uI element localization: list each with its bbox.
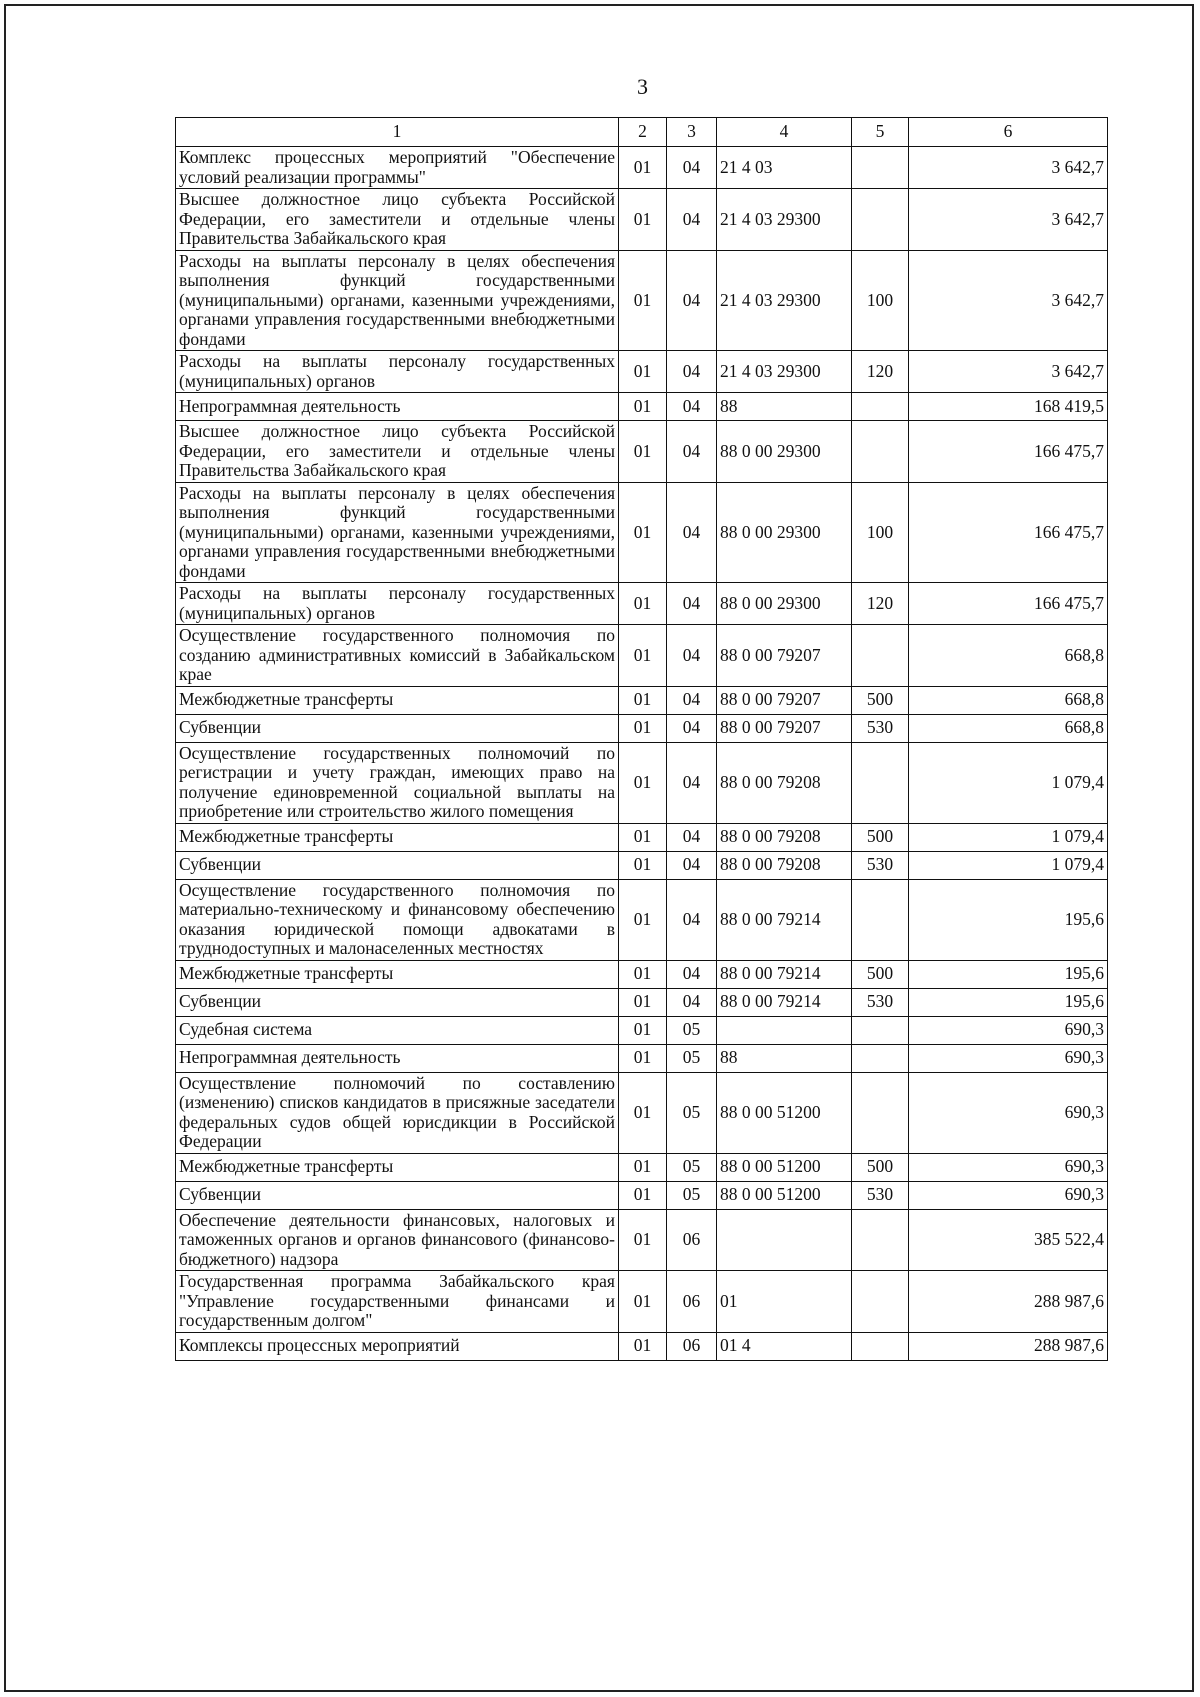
table-row — [176, 879, 1108, 960]
column-header: 3 — [667, 118, 717, 147]
row-amount: 166 475,7 — [909, 482, 1108, 583]
row-section: 01 — [619, 583, 667, 625]
row-amount: 668,8 — [909, 714, 1108, 742]
row-section: 01 — [619, 1271, 667, 1333]
row-amount: 288 987,6 — [909, 1271, 1108, 1333]
row-amount: 166 475,7 — [909, 583, 1108, 625]
row-subsection: 06 — [667, 1332, 717, 1360]
table-row — [176, 714, 1108, 742]
row-amount: 690,3 — [909, 1016, 1108, 1044]
row-description: Субвенции — [176, 851, 619, 879]
table-header-row — [176, 118, 1108, 147]
row-amount: 166 475,7 — [909, 421, 1108, 483]
row-amount: 3 642,7 — [909, 189, 1108, 251]
row-target-article: 88 0 00 79208 — [717, 823, 852, 851]
row-target-article: 88 0 00 51200 — [717, 1072, 852, 1153]
row-section: 01 — [619, 482, 667, 583]
column-header: 1 — [176, 118, 619, 147]
table-row — [176, 393, 1108, 421]
row-subsection: 05 — [667, 1044, 717, 1072]
row-expense-type: 530 — [852, 851, 909, 879]
row-subsection: 04 — [667, 742, 717, 823]
row-subsection: 06 — [667, 1271, 717, 1333]
row-section: 01 — [619, 1153, 667, 1181]
column-header: 6 — [909, 118, 1108, 147]
row-amount: 690,3 — [909, 1153, 1108, 1181]
row-description: Комплекс процессных мероприятий "Обеспечение условий реализации программы" — [176, 147, 619, 189]
row-target-article: 01 — [717, 1271, 852, 1333]
row-target-article: 88 0 00 51200 — [717, 1181, 852, 1209]
table-row — [176, 625, 1108, 687]
row-description: Непрограммная деятельность — [176, 393, 619, 421]
row-target-article: 88 0 00 79207 — [717, 714, 852, 742]
row-section: 01 — [619, 1332, 667, 1360]
row-expense-type — [852, 189, 909, 251]
row-description: Обеспечение деятельности финансовых, налоговых и таможенных органов и органов финансового (финансово-бюджетного) надзора — [176, 1209, 619, 1271]
row-subsection: 04 — [667, 583, 717, 625]
row-section: 01 — [619, 1016, 667, 1044]
row-expense-type — [852, 1072, 909, 1153]
table-row — [176, 147, 1108, 189]
row-description: Осуществление государственного полномочия по материально-техническому и финансовому обеспечению оказания юридической помощи адвокатами в труднодоступных и малонаселенных местностях — [176, 879, 619, 960]
row-target-article: 88 — [717, 393, 852, 421]
row-subsection: 04 — [667, 421, 717, 483]
row-section: 01 — [619, 1044, 667, 1072]
row-amount: 3 642,7 — [909, 351, 1108, 393]
row-section: 01 — [619, 147, 667, 189]
row-expense-type — [852, 625, 909, 687]
row-subsection: 04 — [667, 393, 717, 421]
row-subsection: 04 — [667, 851, 717, 879]
row-description: Комплексы процессных мероприятий — [176, 1332, 619, 1360]
row-subsection: 04 — [667, 823, 717, 851]
row-expense-type: 500 — [852, 686, 909, 714]
row-target-article: 88 0 00 79208 — [717, 851, 852, 879]
column-header: 2 — [619, 118, 667, 147]
row-subsection: 04 — [667, 686, 717, 714]
row-description: Высшее должностное лицо субъекта Российской Федерации, его заместители и отдельные члены Правительства Забайкальского края — [176, 421, 619, 483]
row-expense-type: 100 — [852, 250, 909, 351]
row-amount: 1 079,4 — [909, 742, 1108, 823]
row-expense-type — [852, 1044, 909, 1072]
page-number: 3 — [637, 74, 648, 99]
row-section: 01 — [619, 189, 667, 251]
row-target-article — [717, 1016, 852, 1044]
row-amount: 385 522,4 — [909, 1209, 1108, 1271]
row-expense-type: 500 — [852, 960, 909, 988]
row-expense-type — [852, 1016, 909, 1044]
row-description: Осуществление государственных полномочий по регистрации и учету граждан, имеющих право на получение единовременной социальной выплаты на приобретение или строительство жилого помещения — [176, 742, 619, 823]
row-target-article: 88 0 00 79214 — [717, 960, 852, 988]
table-row — [176, 1153, 1108, 1181]
row-subsection: 04 — [667, 988, 717, 1016]
row-target-article: 21 4 03 29300 — [717, 351, 852, 393]
row-amount: 690,3 — [909, 1181, 1108, 1209]
row-description: Межбюджетные трансферты — [176, 686, 619, 714]
row-subsection: 04 — [667, 351, 717, 393]
table-row — [176, 1072, 1108, 1153]
row-target-article: 21 4 03 29300 — [717, 189, 852, 251]
table-row — [176, 1332, 1108, 1360]
row-section: 01 — [619, 742, 667, 823]
row-expense-type — [852, 1209, 909, 1271]
row-target-article: 88 0 00 51200 — [717, 1153, 852, 1181]
row-description: Расходы на выплаты персоналу в целях обеспечения выполнения функций государственными (муниципальными) органами, казенными учреждениями, органами управления государственными внебюджетными фондами — [176, 250, 619, 351]
row-section: 01 — [619, 879, 667, 960]
row-section: 01 — [619, 393, 667, 421]
row-subsection: 04 — [667, 250, 717, 351]
table-row — [176, 421, 1108, 483]
row-amount: 168 419,5 — [909, 393, 1108, 421]
row-section: 01 — [619, 625, 667, 687]
table-row — [176, 851, 1108, 879]
row-amount: 1 079,4 — [909, 823, 1108, 851]
row-section: 01 — [619, 851, 667, 879]
table-row — [176, 1181, 1108, 1209]
table-row — [176, 960, 1108, 988]
row-description: Высшее должностное лицо субъекта Российской Федерации, его заместители и отдельные члены Правительства Забайкальского края — [176, 189, 619, 251]
row-amount: 288 987,6 — [909, 1332, 1108, 1360]
row-expense-type: 100 — [852, 482, 909, 583]
row-target-article: 88 0 00 79207 — [717, 686, 852, 714]
row-target-article: 01 4 — [717, 1332, 852, 1360]
row-amount: 690,3 — [909, 1044, 1108, 1072]
row-description: Осуществление государственного полномочия по созданию административных комиссий в Забайкальском крае — [176, 625, 619, 687]
row-amount: 195,6 — [909, 960, 1108, 988]
row-subsection: 04 — [667, 714, 717, 742]
table-row — [176, 583, 1108, 625]
table-body — [176, 147, 1108, 1361]
row-expense-type: 530 — [852, 1181, 909, 1209]
row-amount: 668,8 — [909, 686, 1108, 714]
row-amount: 195,6 — [909, 879, 1108, 960]
row-target-article: 88 — [717, 1044, 852, 1072]
row-section: 01 — [619, 421, 667, 483]
row-expense-type — [852, 147, 909, 189]
row-description: Расходы на выплаты персоналу в целях обеспечения выполнения функций государственными (муниципальными) органами, казенными учреждениями, органами управления государственными внебюджетными фондами — [176, 482, 619, 583]
row-subsection: 04 — [667, 960, 717, 988]
row-target-article: 88 0 00 79214 — [717, 988, 852, 1016]
table-row — [176, 1209, 1108, 1271]
row-section: 01 — [619, 686, 667, 714]
row-subsection: 05 — [667, 1072, 717, 1153]
row-expense-type — [852, 742, 909, 823]
row-section: 01 — [619, 1072, 667, 1153]
row-description: Субвенции — [176, 1181, 619, 1209]
row-expense-type: 120 — [852, 583, 909, 625]
table-row — [176, 482, 1108, 583]
row-amount: 3 642,7 — [909, 147, 1108, 189]
table-row — [176, 189, 1108, 251]
table-row — [176, 1271, 1108, 1333]
row-target-article — [717, 1209, 852, 1271]
row-description: Субвенции — [176, 988, 619, 1016]
row-description: Субвенции — [176, 714, 619, 742]
row-expense-type — [852, 421, 909, 483]
row-section: 01 — [619, 714, 667, 742]
row-amount: 1 079,4 — [909, 851, 1108, 879]
row-expense-type: 500 — [852, 823, 909, 851]
row-subsection: 04 — [667, 147, 717, 189]
table-row — [176, 351, 1108, 393]
table-row — [176, 1044, 1108, 1072]
row-subsection: 04 — [667, 879, 717, 960]
row-target-article: 21 4 03 29300 — [717, 250, 852, 351]
row-subsection: 05 — [667, 1181, 717, 1209]
row-description: Межбюджетные трансферты — [176, 960, 619, 988]
column-header: 4 — [717, 118, 852, 147]
row-description: Непрограммная деятельность — [176, 1044, 619, 1072]
row-expense-type: 500 — [852, 1153, 909, 1181]
row-expense-type: 120 — [852, 351, 909, 393]
row-description: Государственная программа Забайкальского края "Управление государственными финансами и государственным долгом" — [176, 1271, 619, 1333]
row-subsection: 04 — [667, 625, 717, 687]
row-target-article: 88 0 00 79207 — [717, 625, 852, 687]
row-subsection: 05 — [667, 1016, 717, 1044]
row-section: 01 — [619, 988, 667, 1016]
row-section: 01 — [619, 1181, 667, 1209]
table-row — [176, 742, 1108, 823]
row-section: 01 — [619, 250, 667, 351]
row-target-article: 88 0 00 29300 — [717, 583, 852, 625]
row-description: Судебная система — [176, 1016, 619, 1044]
row-section: 01 — [619, 960, 667, 988]
table-row — [176, 1016, 1108, 1044]
row-target-article: 21 4 03 — [717, 147, 852, 189]
row-subsection: 04 — [667, 482, 717, 583]
column-header: 5 — [852, 118, 909, 147]
row-expense-type — [852, 1271, 909, 1333]
row-amount: 3 642,7 — [909, 250, 1108, 351]
table-row — [176, 250, 1108, 351]
row-expense-type — [852, 879, 909, 960]
row-subsection: 05 — [667, 1153, 717, 1181]
row-expense-type — [852, 393, 909, 421]
row-amount: 195,6 — [909, 988, 1108, 1016]
row-subsection: 06 — [667, 1209, 717, 1271]
row-section: 01 — [619, 823, 667, 851]
row-expense-type — [852, 1332, 909, 1360]
budget-table — [175, 117, 1108, 1361]
row-expense-type: 530 — [852, 714, 909, 742]
row-section: 01 — [619, 351, 667, 393]
table-row — [176, 988, 1108, 1016]
row-description: Расходы на выплаты персоналу государственных (муниципальных) органов — [176, 351, 619, 393]
row-target-article: 88 0 00 79208 — [717, 742, 852, 823]
row-description: Осуществление полномочий по составлению (изменению) списков кандидатов в присяжные заседатели федеральных судов общей юрисдикции в Российской Федерации — [176, 1072, 619, 1153]
row-target-article: 88 0 00 29300 — [717, 421, 852, 483]
row-expense-type: 530 — [852, 988, 909, 1016]
row-section: 01 — [619, 1209, 667, 1271]
row-description: Расходы на выплаты персоналу государственных (муниципальных) органов — [176, 583, 619, 625]
row-description: Межбюджетные трансферты — [176, 1153, 619, 1181]
table-row — [176, 823, 1108, 851]
row-amount: 690,3 — [909, 1072, 1108, 1153]
row-target-article: 88 0 00 29300 — [717, 482, 852, 583]
row-subsection: 04 — [667, 189, 717, 251]
row-description: Межбюджетные трансферты — [176, 823, 619, 851]
row-target-article: 88 0 00 79214 — [717, 879, 852, 960]
table-row — [176, 686, 1108, 714]
row-amount: 668,8 — [909, 625, 1108, 687]
